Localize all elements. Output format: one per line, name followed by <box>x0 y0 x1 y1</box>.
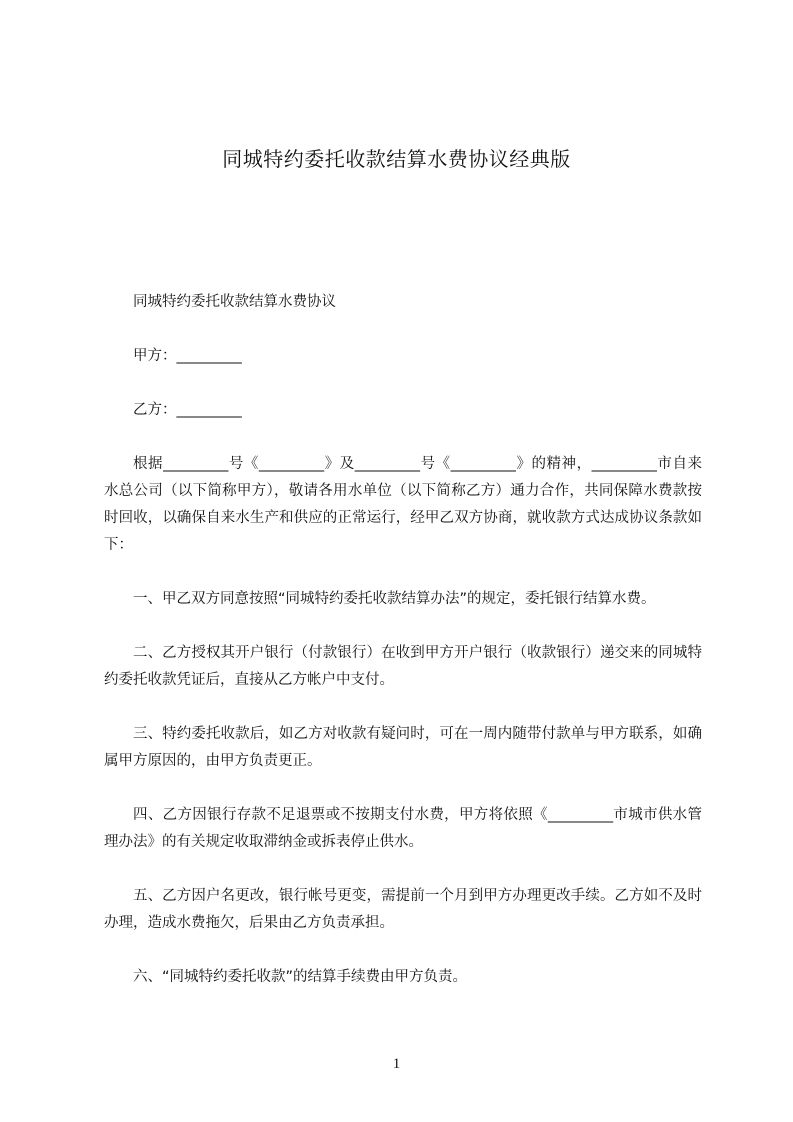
clause-6: 六、“同城特约委托收款”的结算手续费由甲方负责。 <box>133 969 468 985</box>
clause-2: 二、乙方授权其开户银行（付款银行）在收到甲方开户银行（收款银行）递交来的同城特约委托收款凭证后，直接从乙方帐户中支付。 <box>104 645 702 688</box>
preamble-paragraph: 根据_________号《_________》及_________号《_________》的精神，_________市自来水总公司（以下简称甲方），敬请各用水单位（以下简称乙方）通力合作，共同保障水费款按时回收，以确保自来水生产和供应的正常运行，经甲乙双方协商，就收款方式达成协议条款如下： <box>104 456 702 553</box>
document-title: 同城特约委托收款结算水费协议经典版 <box>222 147 571 171</box>
party-a-line: 甲方：_________ <box>133 348 242 364</box>
clause-1: 一、甲乙双方同意按照“同城特约委托收款结算办法”的规定，委托银行结算水费。 <box>133 591 656 607</box>
clause-5: 五、乙方因户名更改，银行帐号更变，需提前一个月到甲方办理更改手续。乙方如不及时办理，造成水费拖欠，后果由乙方负责承担。 <box>104 888 702 931</box>
subtitle-paragraph: 同城特约委托收款结算水费协议 <box>133 294 336 310</box>
clause-3: 三、特约委托收款后，如乙方对收款有疑问时，可在一周内随带付款单与甲方联系，如确属甲方原因的，由甲方负责更正。 <box>104 726 702 769</box>
page-number: 1 <box>392 1056 401 1072</box>
document-body <box>104 289 702 1018</box>
clause-4: 四、乙方因银行存款不足退票或不按期支付水费，甲方将依照《_________市城市供水管理办法》的有关规定收取滞纳金或拆表停止供水。 <box>104 807 702 850</box>
party-b-line: 乙方：_________ <box>133 402 242 418</box>
